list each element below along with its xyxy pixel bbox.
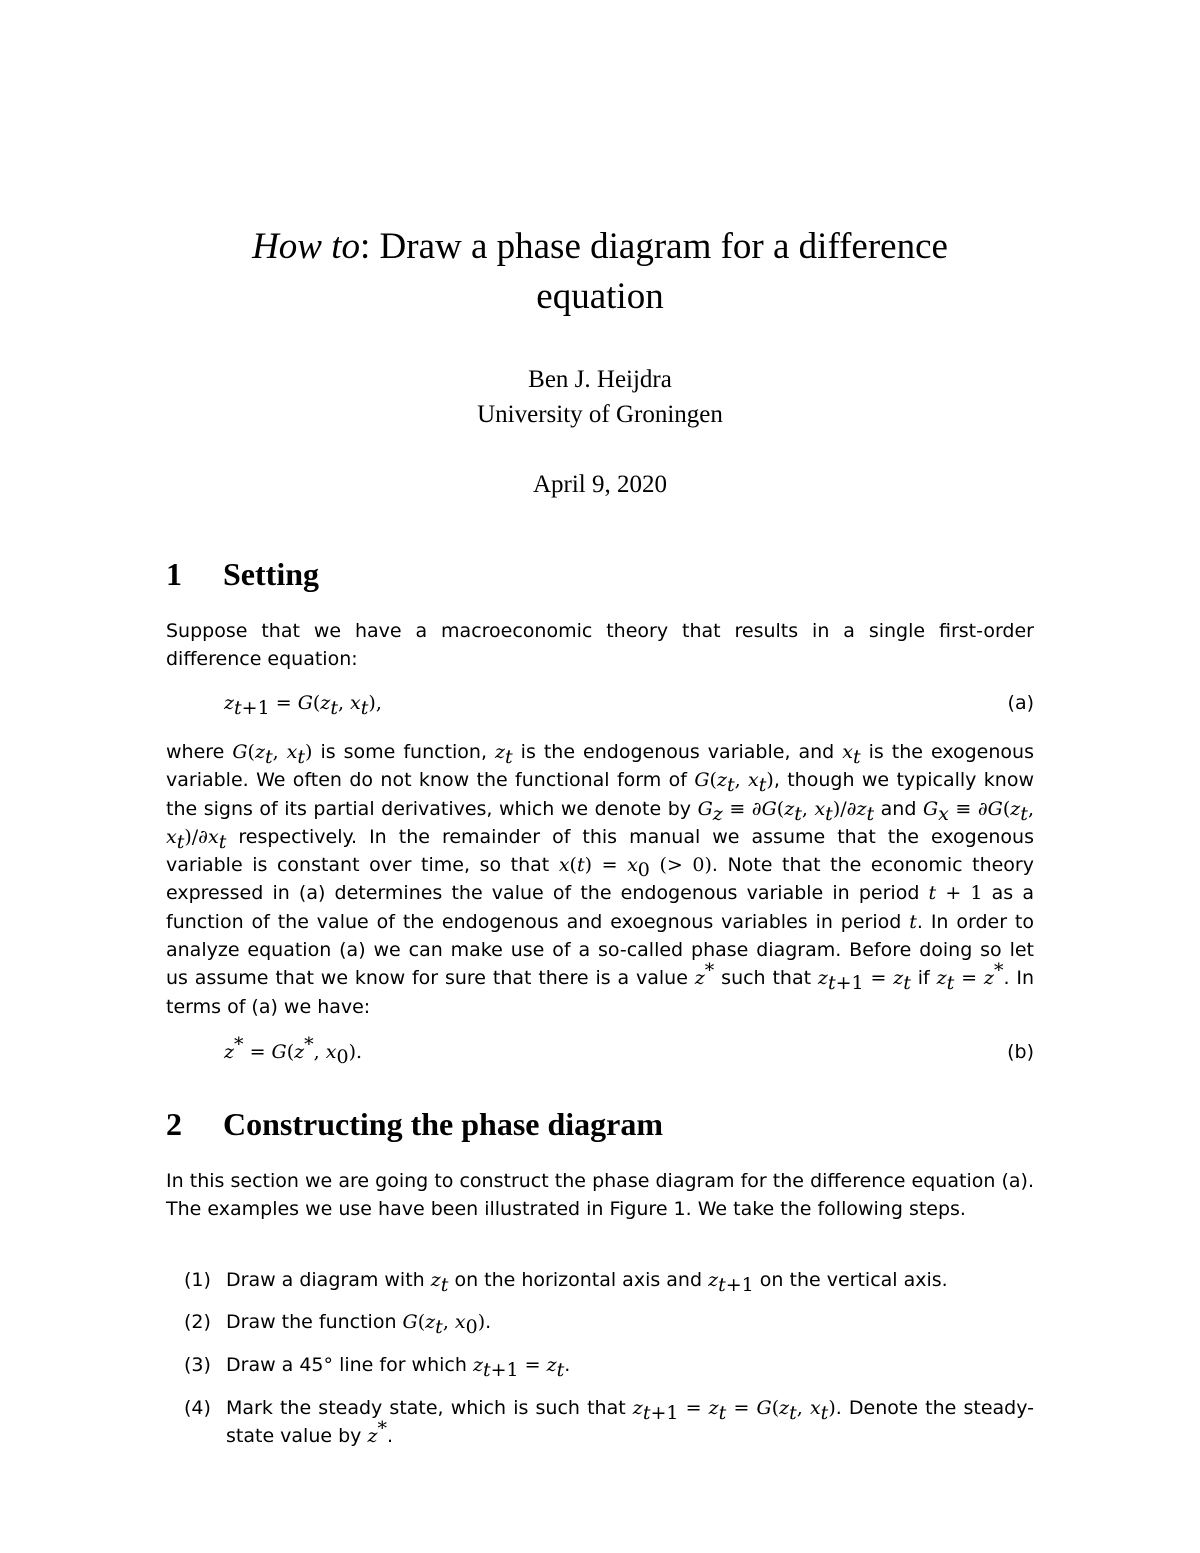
section-1-paragraph	[166, 738, 1034, 1021]
equation-number: (a)	[1007, 692, 1034, 714]
list-label: (3)	[184, 1354, 211, 1376]
title-line2: equation	[536, 276, 664, 317]
equation-b: z* = G(z*, $x_0$). (b)	[224, 1033, 1034, 1068]
list-label: (1)	[184, 1269, 211, 1291]
affiliation: University of Groningen	[477, 401, 723, 428]
section-2-heading	[166, 1106, 663, 1143]
paragraph: where $G(z_t$, $x_t$) is some function, $z_t$ is the endogenous variable, and $x_t$ is the exogenous variable. We often do not know the functional form of $G(z_t$, $x_t$), though we typically know the signs of its partial derivatives, which we denote by $G_z \equiv \partial G(z_t$, $x_t)/\partial z_t$ and $G_x \equiv \partial G(z_t$, $x_t)/\partial x_t$ respectively. In the remainder of this manual we assume that the exogenous variable is constant over time, so that $x(t) = x_0$ (> 0). Note that the economic theory expressed in (a) determines the value of the endogenous variable in period t + 1 as a function of the value of the endogenous and exoegnous variables in period t. In order to analyze equation (a) we can make use of a so-called phase diagram. Before doing so let us assume that we know for sure that there is a value z* such that $z_{t+1} = z_t$ if $z_t = z^*$. In terms of (a) we have:	[166, 741, 1035, 1018]
list-label: (2)	[184, 1311, 211, 1333]
paragraph: Suppose that we have a macroeconomic theory that results in a single first-order difference equation:	[166, 620, 1034, 671]
list-text: Mark the steady state, which is such that $z_{t+1} = z_t = G(z_t$, $x_t$). Denote the steady-state value by z*.	[226, 1397, 1034, 1448]
section-1-intro	[166, 617, 1034, 674]
list-text: Draw a diagram with $z_t$ on the horizontal axis and $z_{t+1}$ on the vertical axis.	[226, 1269, 948, 1296]
paragraph: In this section we are going to construct the phase diagram for the difference equation (a). The examples we use have been illustrated in Figure 1. We take the following steps.	[166, 1170, 1034, 1221]
section-1-heading	[166, 556, 319, 593]
section-number: 2	[166, 1106, 182, 1142]
list-label: (4)	[184, 1397, 211, 1419]
section-title: Constructing the phase diagram	[223, 1106, 664, 1142]
section-title: Setting	[223, 556, 319, 592]
equation-number: (b)	[1007, 1041, 1034, 1063]
list-text: Draw the function $G(z_t$, $x_0$).	[226, 1311, 492, 1338]
section-2-intro	[166, 1167, 1034, 1224]
list-text: Draw a 45° line for which $z_{t+1} = z_t$.	[226, 1354, 571, 1381]
document-title	[0, 222, 1200, 322]
section-number: 1	[166, 556, 182, 592]
title-italic: How to	[252, 226, 360, 267]
title-rest: : Draw a phase diagram for a difference	[360, 226, 948, 267]
date: April 9, 2020	[532, 471, 668, 498]
author: Ben J. Heijdra	[528, 366, 672, 393]
equation-a: $z_{t+1} = G(z_t$, $x_t$), (a)	[224, 692, 1034, 719]
